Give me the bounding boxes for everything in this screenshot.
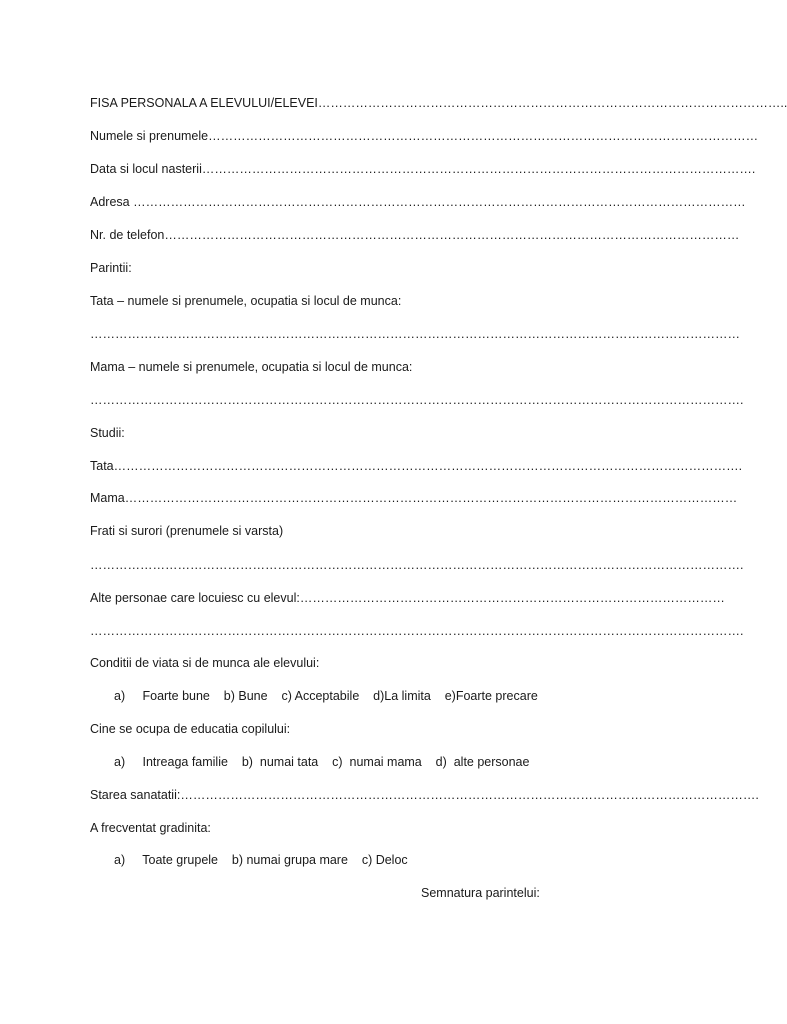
section-parintii: Parintii: xyxy=(90,261,132,275)
alte-persoane-label: Alte personae care locuiesc cu elevul:………………………………………………………………………………………… xyxy=(90,591,725,605)
section-studii: Studii: xyxy=(90,426,125,440)
gradinita-options: a) Toate grupele b) numai grupa mare c) Deloc xyxy=(114,853,408,867)
studii-tata: Tata……………………………………………………………………………………………………………………………………. xyxy=(90,459,743,473)
educatie-options: a) Intreaga familie b) numai tata c) numai mama d) alte personae xyxy=(114,755,530,769)
frati-label: Frati si surori (prenumele si varsta) xyxy=(90,524,284,538)
conditii-label: Conditii de viata si de munca ale elevului: xyxy=(90,656,320,670)
studii-mama: Mama………………………………………………………………………………………………………………………………… xyxy=(90,491,738,505)
field-data-loc: Data si locul nasterii……………………………………………………………………………………………………………………. xyxy=(90,162,756,176)
mama-dots: …………………………………………………………………………………………………………………………………………. xyxy=(90,393,744,407)
semnatura-parinte: Semnatura parintelui: xyxy=(421,886,540,900)
tata-label: Tata – numele si prenumele, ocupatia si locul de munca: xyxy=(90,294,402,308)
gradinita-label: A frecventat gradinita: xyxy=(90,821,211,835)
alte-persoane-dots: …………………………………………………………………………………………………………………………………………. xyxy=(90,624,744,638)
mama-label: Mama – numele si prenumele, ocupatia si locul de munca: xyxy=(90,360,413,374)
tata-dots: ………………………………………………………………………………………………………………………………………… xyxy=(90,327,740,341)
frati-dots: …………………………………………………………………………………………………………………………………………. xyxy=(90,558,744,572)
field-sanatate: Starea sanatatii:…………………………………………………………………………………………………………………………. xyxy=(90,788,759,802)
form-title: FISA PERSONALA A ELEVULUI/ELEVEI………………………………………………………………………………………………….. xyxy=(90,96,787,110)
field-telefon: Nr. de telefon………………………………………………………………………………………………………………………… xyxy=(90,228,740,242)
conditii-options: a) Foarte bune b) Bune c) Acceptabile d)La limita e)Foarte precare xyxy=(114,689,538,703)
field-nume: Numele si prenumele…………………………………………………………………………………………………………………… xyxy=(90,129,759,143)
field-adresa: Adresa ………………………………………………………………………………………………………………………………… xyxy=(90,195,746,209)
educatie-label: Cine se ocupa de educatia copilului: xyxy=(90,722,291,736)
